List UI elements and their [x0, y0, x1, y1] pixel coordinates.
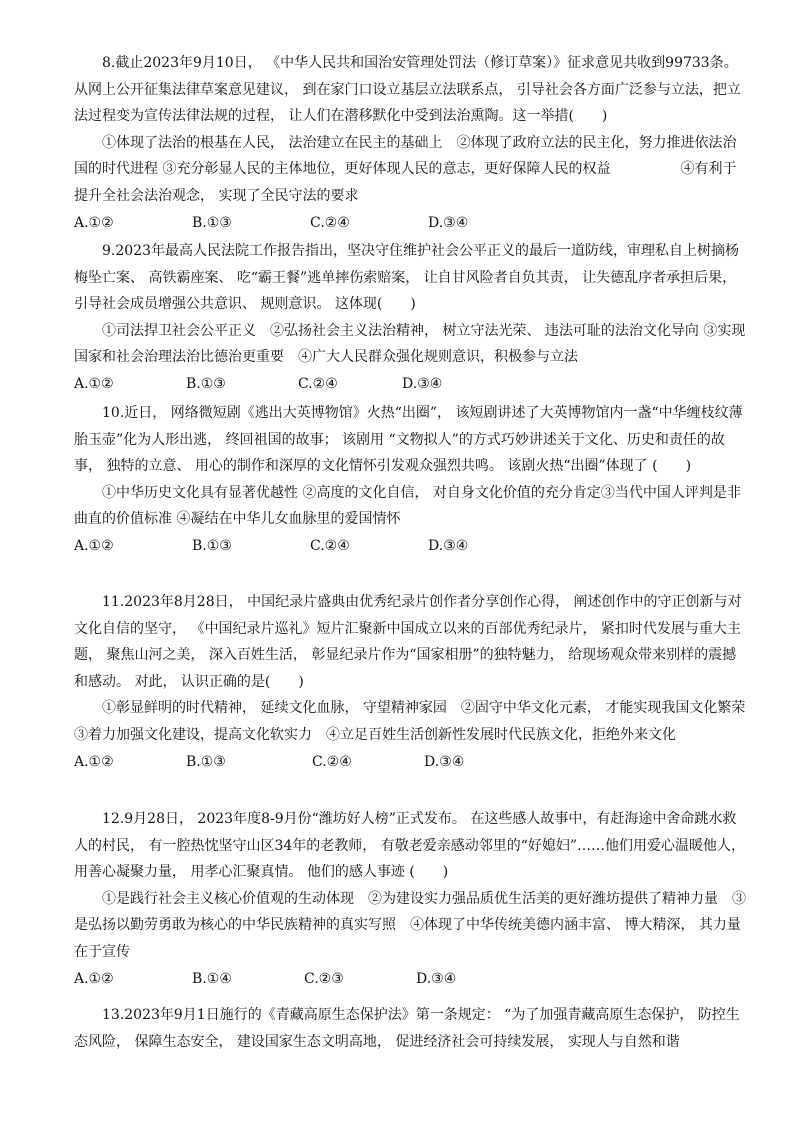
question-stem: 8.截止2023年9月10日， 《中华人民共和国治安管理处罚法（修订草案）》征求意见共收到99733条。从网上公开征集法律草案意见建议， 到在家门口设立基层立法联系点， 引导社会各方面广泛参与立法，把立法过程变为宣传法律法规的过程， 让人们在潜移默化中受到法治熏陶。这一举措( ): [74, 55, 741, 125]
option-a[interactable]: A.①②: [74, 753, 114, 770]
option-a[interactable]: A.①②: [74, 375, 114, 392]
option-c[interactable]: C.②④: [310, 214, 350, 231]
option-d[interactable]: D.③④: [428, 537, 469, 554]
question-8: [74, 50, 746, 236]
question-statements: ①司法捍卫社会公平正义 ②弘扬社会主义法治精神， 树立守法光荣、 违法可耻的法治文化导向 ③实现国家和社会治理法治比德治更重要 ④广大人民群众强化规则意识，积极参与立法: [74, 322, 746, 366]
question-statements: ①中华历史文化具有显著优越性 ②高度的文化自信， 对自身文化价值的充分肯定③当代中国人评判是非曲直的价值标准 ④凝结在中华儿女血脉里的爱国情怀: [74, 484, 741, 528]
question-stem: 9.2023年最高人民法院工作报告指出，坚决守住维护社会公平正义的最后一道防线，审理私自上树摘杨梅坠亡案、 高铁霸座案、 吃“霸王餐”逃单摔伤索赔案， 让自甘风险者自负其责， 让失德乱序者承担后果， 引导社会成员增强公共意识、 规则意识。 这体现( ): [74, 243, 739, 313]
option-a[interactable]: A.①②: [74, 537, 114, 554]
question-11: [74, 589, 760, 775]
option-c[interactable]: C.②③: [304, 970, 344, 987]
option-b[interactable]: B.①③: [186, 375, 226, 392]
option-b[interactable]: B.①③: [192, 214, 232, 231]
option-c[interactable]: C.②④: [298, 375, 338, 392]
answer-options: [74, 533, 746, 560]
question-stem: 12.9月28日， 2023年度8-9月份“潍坊好人榜”正式发布。 在这些感人故事中，有赶海途中舍命跳水救人的村民， 有一腔热忱坚守山区34年的老教师， 有敬老爱亲感动邻里的“好媳妇”……他们用爱心温暖他人， 用善心凝聚力量， 用孝心汇聚真情。 他们的感人事迹 ( ): [74, 811, 746, 881]
question-12: [74, 806, 746, 992]
option-a[interactable]: A.①②: [74, 214, 114, 231]
option-c[interactable]: C.②④: [310, 537, 350, 554]
option-d[interactable]: D.③④: [402, 375, 443, 392]
question-stem: 10.近日， 网络微短剧《逃出大英博物馆》火热“出圈”， 该短剧讲述了大英博物馆内一盏“中华缠枝纹薄胎玉壶”化为人形出逃， 终回祖国的故事； 该剧用 “文物拟人”的方式巧妙讲述关于文化、历史和责任的故事， 独特的立意、 用心的制作和深厚的文化情怀引发观众强烈共鸣。 该剧火热“出圈”体现了 ( ): [74, 405, 743, 475]
question-statements: ①彰显鲜明的时代精神， 延续文化血脉， 守望精神家园 ②固守中华文化元素， 才能实现我国文化繁荣 ③着力加强文化建设，提高文化软实力 ④立足百姓生活创新性发展时代民族文化，拒绝外来文化: [74, 700, 760, 743]
answer-options: [74, 966, 746, 993]
question-statements: ①是践行社会主义核心价值观的生动体现 ②为建设实力强品质优生活美的更好潍坊提供了精神力量 ③是弘扬以勤劳勇敢为核心的中华民族精神的真实写照 ④体现了中华传统美德内涵丰富、 博大精深， 其力量在于宣传: [74, 890, 746, 960]
option-d[interactable]: D.③④: [428, 214, 469, 231]
question-9: [74, 238, 746, 398]
answer-options: [74, 210, 746, 237]
option-b[interactable]: B.①③: [186, 753, 226, 770]
option-d[interactable]: D.③④: [416, 970, 457, 987]
question-stem: 13.2023年9月1日施行的《青藏高原生态保护法》第一条规定： “为了加强青藏高原生态保护， 防控生态风险， 保障生态安全， 建设国家生态文明高地， 促进经济社会可持续发展， 实现人与自然和谐: [74, 1007, 740, 1050]
question-stem: 11.2023年8月28日， 中国纪录片盛典由优秀纪录片创作者分享创作心得， 阐述创作中的守正创新与对文化自信的坚守， 《中国纪录片巡礼》短片汇聚新中国成立以来的百部优秀纪录片， 紧扣时代发展与重大主题， 聚焦山河之美， 深入百姓生活， 彰显纪录片作为“国家相册”的独特魅力， 给现场观众带来别样的震撼和感动。 对此， 认识正确的是( ): [74, 594, 742, 690]
option-b[interactable]: B.①③: [192, 537, 232, 554]
answer-options: [74, 749, 746, 776]
option-c[interactable]: C.②④: [312, 753, 352, 770]
question-10: [74, 400, 746, 560]
question-statements: ①体现了法治的根基在人民， 法治建立在民主的基础上 ②体现了政府立法的民主化，努力推进依法治国的时代进程 ③充分彰显人民的主体地位，更好体现人民的意志，更好保障人民的权益 ④有利于提升全社会法治观念， 实现了全民守法的要求: [74, 134, 737, 204]
option-b[interactable]: B.①④: [192, 970, 232, 987]
answer-options: [74, 371, 746, 398]
question-13: [74, 1002, 746, 1055]
option-d[interactable]: D.③④: [424, 753, 465, 770]
option-a[interactable]: A.①②: [74, 970, 114, 987]
